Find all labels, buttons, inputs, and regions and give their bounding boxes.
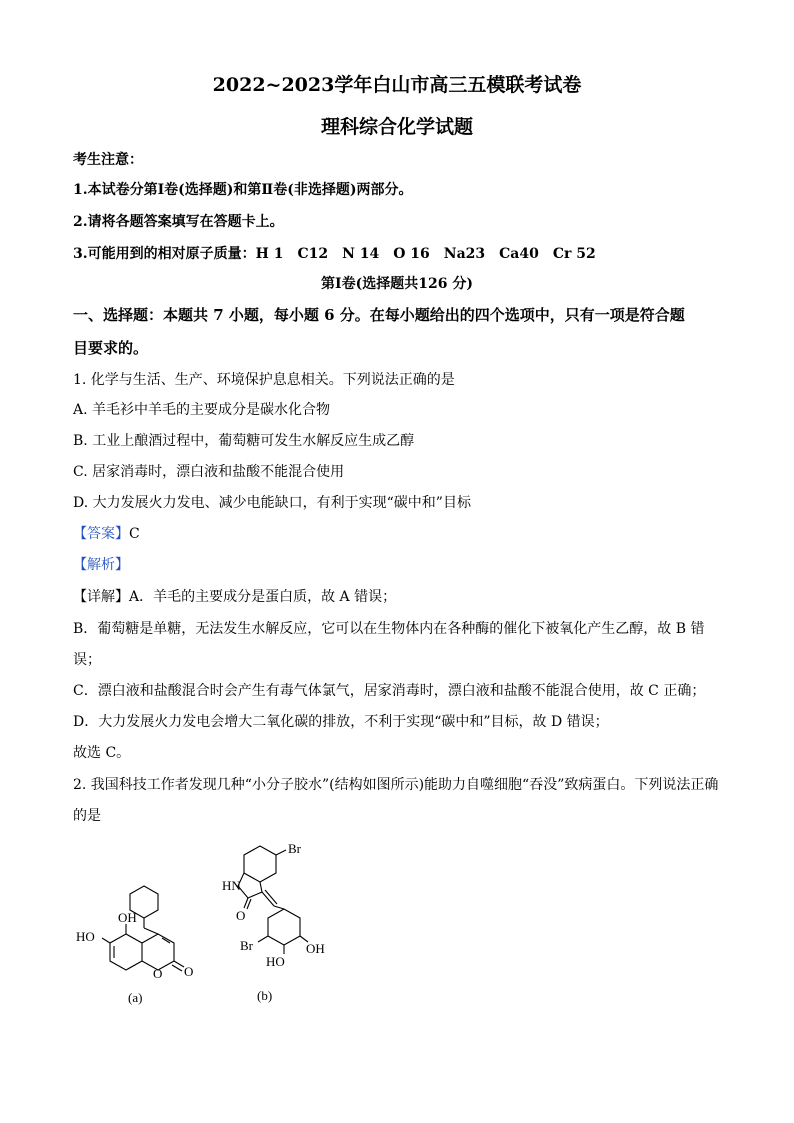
q2-stem-line2: 的是 [73,808,101,824]
molecule-b-structure [220,838,340,978]
section-instruction-line1: 一、选择题：本题共 7 小题，每小题 6 分。在每小题给出的四个选项中，只有一项是符合题 [73,306,685,324]
note-item-2: 2.请将各题答案填写在答题卡上。 [73,214,284,230]
q1-detail-line: 【详解】A．羊毛的主要成分是蛋白质，故 A 错误； [73,589,397,605]
section-instruction-line2: 目要求的。 [73,339,149,357]
q1-option-a: A. 羊毛衫中羊毛的主要成分是碳水化合物 [73,402,331,418]
molecule-b-ho-label: HO [266,954,285,969]
molecule-b-figure [220,838,340,1003]
answer-value: C [129,526,140,542]
molecule-b-hn-label: HN [222,878,241,893]
q1-detail-line: C．漂白液和盐酸混合时会产生有毒气体氯气，居家消毒时，漂白液和盐酸不能混合使用，故 C 正确； [73,683,706,699]
q1-answer [73,524,754,544]
molecule-a-ho-label: HO [76,929,95,944]
q1-analysis-label: 【解析】 [73,557,129,573]
part1-heading: 第Ⅰ卷(选择题共126 分) [321,276,473,292]
molecule-b-br-left-label: Br [240,938,253,953]
molecule-a-figure [70,880,220,1014]
molecule-b-lactam-o-label: O [236,908,246,923]
molecule-a-carbonyl-o-label: O [184,964,194,979]
exam-title: 2022~2023学年白山市高三五模联考试卷 [212,74,582,96]
q1-stem: 1. 化学与生活、生产、环境保护息息相关。下列说法正确的是 [73,372,455,388]
answer-label: 【答案】 [73,526,129,542]
molecule-a-structure [70,880,220,1010]
molecule-a-oh-label: OH [118,910,137,925]
q1-detail-line: D．大力发展火力发电会增大二氧化碳的排放，不利于实现“碳中和”目标，故 D 错误； [73,714,609,730]
q1-option-b: B. 工业上酿酒过程中，葡萄糖可发生水解反应生成乙醇 [73,433,415,449]
q1-option-c: C. 居家消毒时，漂白液和盐酸不能混合使用 [73,464,345,480]
molecule-a-ring-o-label: O [153,966,163,981]
q1-option-d: D. 大力发展火力发电、减少电能缺口，有利于实现“碳中和”目标 [73,495,471,511]
q2-stem-line1: 2. 我国科技工作者发现几种“小分子胶水”(结构如图所示)能助力自噬细胞“吞没”致病蛋白。下列说法正确 [73,777,719,793]
notes-heading: 考生注意： [73,152,143,168]
molecule-b-br-top-label: Br [288,841,301,856]
note-item-3: 3.可能用到的相对原子质量：H 1 C12 N 14 O 16 Na23 Ca40 Cr 52 [73,246,596,262]
exam-subtitle: 理科综合化学试题 [320,116,473,138]
note-item-1: 1.本试卷分第Ⅰ卷(选择题)和第Ⅱ卷(非选择题)两部分。 [73,182,413,198]
q1-detail-line: 误； [73,652,101,668]
molecule-b-oh-label: OH [306,941,325,956]
molecule-a-caption: (a) [128,990,143,1005]
q1-detail-line: 故选 C。 [73,745,131,761]
q1-detail-line: B．葡萄糖是单糖，无法发生水解反应，它可以在生物体内在各种酶的催化下被氧化产生乙醇，故 B 错 [73,621,705,637]
molecule-b-caption: (b) [257,988,273,1003]
